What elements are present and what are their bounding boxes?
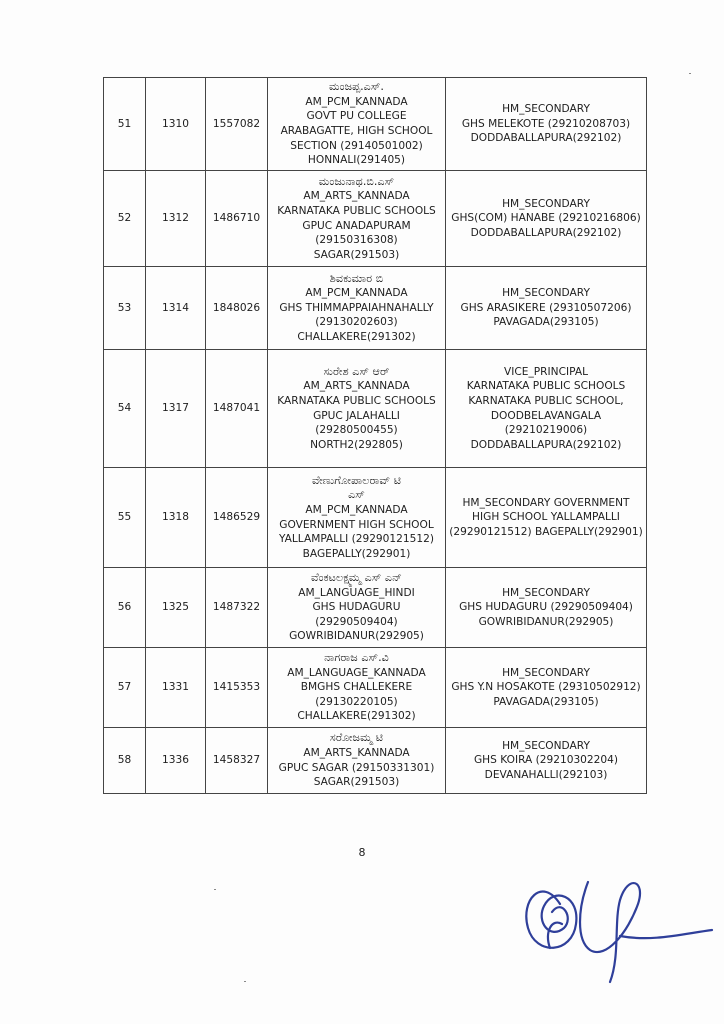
posting-line: KARNATAKA PUBLIC SCHOOL, — [468, 394, 624, 407]
kgid-cell: 1487322 — [206, 568, 268, 648]
candidate-line: BMGHS CHALLEKERE — [300, 681, 413, 694]
posting-details-cell — [446, 171, 647, 267]
posting-details-cell — [446, 648, 647, 728]
candidate-line: ವೆಂಕಟಲಕ್ಷ್ಮಮ್ಮ ಎಸ್ ಎನ್ — [311, 571, 402, 585]
posting-line: HM_SECONDARY — [502, 586, 590, 599]
candidate-line: GHS THIMMAPPAIAHNAHALLY — [279, 301, 434, 314]
candidate-line: ವೇಣುಗೋಪಾಲರಾವ್ ಟಿ — [311, 473, 402, 487]
posting-line: GHS HUDAGURU (29290509404) — [459, 601, 633, 614]
posting-line: VICE_PRINCIPAL — [504, 365, 588, 378]
posting-line: HM_SECONDARY — [502, 287, 590, 300]
candidate-details-cell — [268, 568, 446, 648]
posting-line: (29210219006) — [504, 424, 588, 437]
table-row — [104, 468, 647, 568]
rank-cell: 1336 — [146, 728, 206, 794]
candidate-details-cell — [268, 171, 446, 267]
table-row — [104, 267, 647, 350]
candidate-line: AM_PCM_KANNADA — [305, 503, 408, 516]
scan-speck — [244, 981, 246, 982]
posting-line: DODDABALLAPURA(292102) — [470, 226, 622, 239]
candidate-line: AM_ARTS_KANNADA — [303, 380, 410, 393]
rank-cell: 1325 — [146, 568, 206, 648]
candidate-line: GPUC ANADAPURAM — [302, 219, 411, 232]
posting-details-cell — [446, 468, 647, 568]
sl-no-cell: 54 — [104, 350, 146, 468]
candidate-line: GPUC JALAHALLI — [313, 409, 400, 422]
posting-line: HM_SECONDARY — [502, 666, 590, 679]
rank-cell: 1318 — [146, 468, 206, 568]
candidate-line: SAGAR(291503) — [313, 248, 400, 261]
posting-details-cell — [446, 267, 647, 350]
kgid-cell: 1848026 — [206, 267, 268, 350]
posting-details-cell — [446, 568, 647, 648]
candidate-line: YALLAMPALLI (29290121512) — [279, 533, 434, 546]
table-row — [104, 171, 647, 267]
candidate-line: AM_PCM_KANNADA — [305, 287, 408, 300]
candidate-details-cell — [268, 728, 446, 794]
candidate-line: CHALLAKERE(291302) — [297, 710, 416, 723]
scan-speck — [689, 73, 691, 74]
candidate-line: CHALLAKERE(291302) — [297, 330, 416, 343]
posting-line: HM_SECONDARY — [502, 103, 590, 116]
candidate-line: GOVT PU COLLEGE — [306, 110, 407, 123]
posting-line: HIGH SCHOOL YALLAMPALLI — [472, 511, 620, 524]
candidate-line: GOVERNMENT HIGH SCHOOL — [279, 518, 434, 531]
sl-no-cell: 53 — [104, 267, 146, 350]
posting-details-cell — [446, 350, 647, 468]
rank-cell: 1312 — [146, 171, 206, 267]
candidate-line: AM_PCM_KANNADA — [305, 95, 408, 108]
posting-details-cell — [446, 728, 647, 794]
sl-no-cell: 52 — [104, 171, 146, 267]
posting-line: (29290121512) BAGEPALLY(292901) — [449, 525, 643, 538]
kgid-cell: 1486710 — [206, 171, 268, 267]
candidate-line: NORTH2(292805) — [310, 438, 403, 451]
table-row — [104, 350, 647, 468]
sl-no-cell: 57 — [104, 648, 146, 728]
candidate-line: AM_LANGUAGE_KANNADA — [287, 666, 426, 679]
kgid-cell: 1458327 — [206, 728, 268, 794]
candidate-line: ಮಂಜುನಾಥ.ಬಿ.ಎಸ್ — [318, 174, 395, 188]
posting-details-cell — [446, 78, 647, 171]
candidate-line: KARNATAKA PUBLIC SCHOOLS — [277, 394, 436, 407]
posting-line: GOWRIBIDANUR(292905) — [478, 615, 614, 628]
posting-line: HM_SECONDARY GOVERNMENT — [462, 496, 630, 509]
candidate-line: AM_LANGUAGE_HINDI — [298, 586, 415, 599]
candidate-line: (29150316308) — [315, 234, 398, 247]
transfer-list-body — [104, 78, 647, 794]
candidate-line: SAGAR(291503) — [313, 776, 400, 789]
candidate-line: ARABAGATTE, HIGH SCHOOL — [280, 125, 433, 137]
candidate-line: ಸುರೇಶ ಎಸ್ ಆರ್ — [323, 364, 390, 378]
posting-line: KARNATAKA PUBLIC SCHOOLS — [466, 380, 626, 393]
table-row — [104, 728, 647, 794]
transfer-list-table — [103, 77, 647, 794]
table-row — [104, 78, 647, 171]
posting-line: DOODBELAVANGALA — [490, 409, 602, 422]
candidate-details-cell — [268, 350, 446, 468]
candidate-line: GOWRIBIDANUR(292905) — [289, 630, 424, 643]
candidate-details-cell — [268, 648, 446, 728]
candidate-line: (29130220105) — [315, 695, 398, 708]
posting-line: HM_SECONDARY — [502, 739, 590, 752]
posting-line: DEVANAHALLI(292103) — [484, 768, 608, 781]
posting-line: GHS ARASIKERE (29310507206) — [460, 301, 632, 314]
sl-no-cell: 56 — [104, 568, 146, 648]
candidate-line: (29290509404) — [315, 615, 398, 628]
candidate-line: HONNALI(291405) — [307, 154, 406, 167]
handwritten-signature — [516, 816, 716, 996]
posting-line: GHS(COM) HANABE (29210216806) — [451, 212, 641, 225]
sl-no-cell: 58 — [104, 728, 146, 794]
candidate-details-cell — [268, 78, 446, 171]
candidate-line: SECTION (29140501002) — [290, 139, 423, 152]
candidate-details-cell — [268, 468, 446, 568]
candidate-line: ಶಿವಕುಮಾರ ಬಿ — [329, 271, 384, 285]
candidate-line: ಎಸ್ — [348, 488, 365, 502]
candidate-line: BAGEPALLY(292901) — [302, 547, 411, 560]
posting-line: DODDABALLAPURA(292102) — [470, 438, 622, 451]
posting-line: GHS MELEKOTE (29210208703) — [461, 117, 631, 130]
candidate-line: GHS HUDAGURU — [312, 601, 401, 614]
table-row — [104, 568, 647, 648]
candidate-line: KARNATAKA PUBLIC SCHOOLS — [277, 204, 436, 217]
sl-no-cell: 55 — [104, 468, 146, 568]
posting-line: PAVAGADA(293105) — [493, 316, 599, 329]
rank-cell: 1317 — [146, 350, 206, 468]
posting-line: GHS Y.N HOSAKOTE (29310502912) — [451, 681, 641, 694]
posting-line: HM_SECONDARY — [502, 197, 590, 210]
candidate-line: (29130202603) — [315, 316, 398, 329]
rank-cell: 1314 — [146, 267, 206, 350]
kgid-cell: 1487041 — [206, 350, 268, 468]
candidate-line: AM_ARTS_KANNADA — [303, 746, 410, 759]
candidate-line: ನಾಗರಾಜ ಎಸ್.ವಿ — [324, 651, 389, 665]
table-row — [104, 648, 647, 728]
rank-cell: 1331 — [146, 648, 206, 728]
candidate-line: AM_ARTS_KANNADA — [303, 190, 410, 203]
posting-line: DODDABALLAPURA(292102) — [470, 132, 622, 145]
posting-line: PAVAGADA(293105) — [493, 695, 599, 708]
candidate-line: ಸರೋಜಮ್ಮ ಟಿ — [329, 731, 384, 745]
kgid-cell: 1486529 — [206, 468, 268, 568]
candidate-line: GPUC SAGAR (29150331301) — [278, 761, 435, 774]
sl-no-cell: 51 — [104, 78, 146, 171]
kgid-cell: 1415353 — [206, 648, 268, 728]
rank-cell: 1310 — [146, 78, 206, 171]
candidate-line: (29280500455) — [315, 424, 398, 437]
posting-line: GHS KOIRA (29210302204) — [473, 754, 619, 767]
candidate-details-cell — [268, 267, 446, 350]
scan-speck — [214, 889, 216, 890]
kgid-cell: 1557082 — [206, 78, 268, 171]
page-number: 8 — [358, 846, 366, 859]
candidate-line: ಮಂಜಪ್ಪ.ಎಸ್. — [328, 80, 384, 94]
